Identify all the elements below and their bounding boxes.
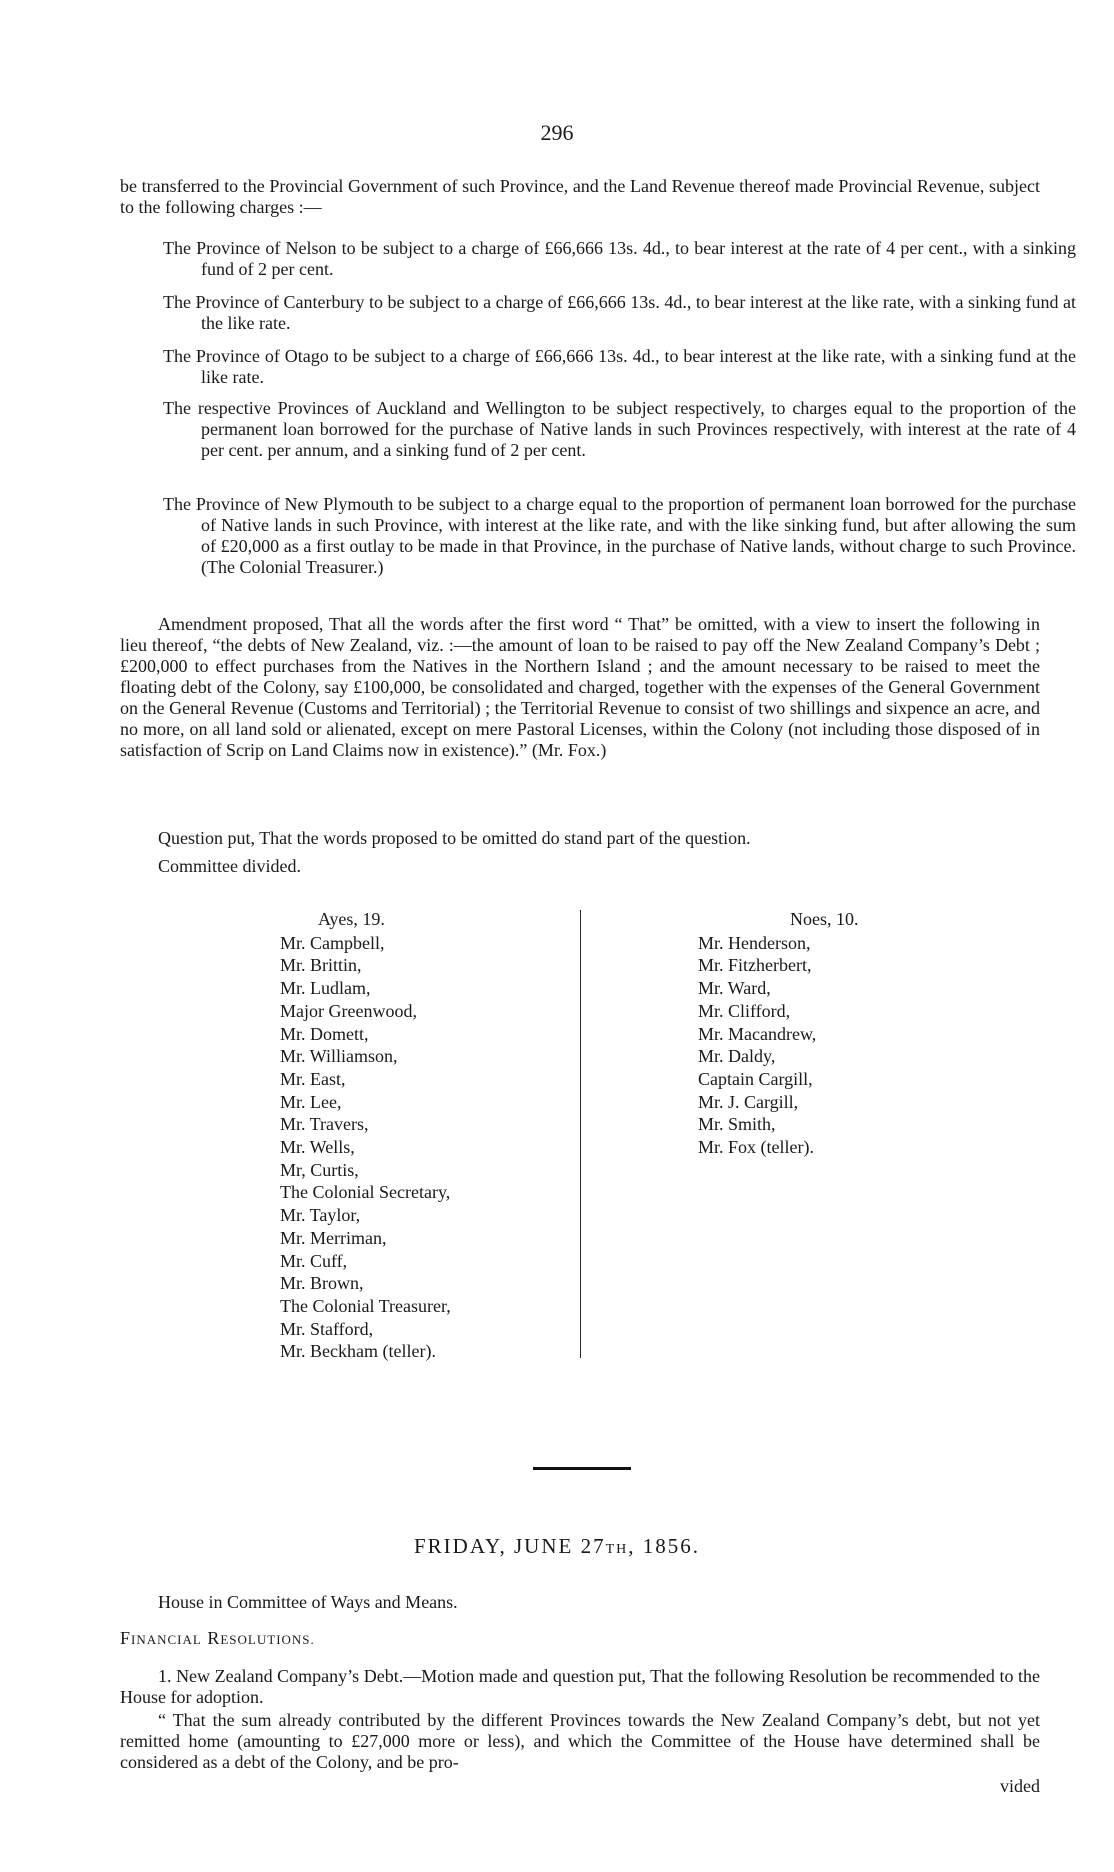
resolution-1: 1. New Zealand Company’s Debt.—Motion made and question put, That the following Resolution be recommended to the House for adoption. bbox=[120, 1666, 1040, 1707]
aye-name: Mr. Williamson, bbox=[280, 1046, 398, 1067]
catchword: vided bbox=[1000, 1776, 1040, 1796]
noe-name: Mr. Smith, bbox=[698, 1114, 776, 1135]
charge-auckland-wellington: The respective Provinces of Auckland and Wellington to be subject respectively, to charges equal to the proportion of the permanent loan borrowed for the purchase of Native lands in such Provinces respectively, with interest at the rate of 4 per cent. per annum, and a sinking fund of 2 per cent. bbox=[163, 398, 1076, 460]
aye-name: Mr, Curtis, bbox=[280, 1159, 359, 1180]
aye-name: Mr. Beckham (teller). bbox=[280, 1341, 436, 1362]
heading-rest-2: ESOLUTIONS. bbox=[220, 1632, 315, 1647]
aye-name: Mr. Brown, bbox=[280, 1273, 364, 1294]
house-in-committee: House in Committee of Ways and Means. bbox=[158, 1592, 458, 1612]
page-number: 296 bbox=[540, 120, 574, 145]
amendment-paragraph: Amendment proposed, That all the words after the first word “ That” be omitted, with a view to insert the following in lieu thereof, “the debts of New Zealand, viz. :—the amount of loan to be raised to pay off the New Zealand Company’s Debt ; £200,000 to effect purchases from the Natives in the Northern Island ; and the amount necessary to be raised to meet the floating debt of the Colony, say £100,000, be consolidated and charged, together with the expenses of the General Government on the General Revenue (Customs and Territorial) ; the Territorial Revenue to consist of two shillings and sixpence an acre, and no more, on all land sold or alienated, except on mere Pastoral Licenses, within the Colony (not including those disposed of in satisfaction of Scrip on Land Claims now in existence).” (Mr. Fox.) bbox=[120, 614, 1040, 760]
aye-name: Mr. Brittin, bbox=[280, 955, 362, 976]
aye-name: Mr. Campbell, bbox=[280, 932, 385, 953]
heading-rest-1: INANCIAL bbox=[131, 1632, 202, 1647]
noe-name: Mr. Macandrew, bbox=[698, 1023, 817, 1044]
date-suffix: TH bbox=[605, 1542, 629, 1557]
noe-name: Mr. Henderson, bbox=[698, 932, 811, 953]
aye-name: Mr. Stafford, bbox=[280, 1318, 374, 1339]
aye-name: Major Greenwood, bbox=[280, 1000, 417, 1021]
noes-heading: Noes, 10. bbox=[790, 909, 859, 929]
aye-name: Mr. Merriman, bbox=[280, 1227, 387, 1248]
aye-name: Mr. East, bbox=[280, 1068, 346, 1089]
aye-name: Mr. Lee, bbox=[280, 1091, 342, 1112]
noe-name: Mr. Fitzherbert, bbox=[698, 955, 812, 976]
noe-name: Captain Cargill, bbox=[698, 1068, 813, 1089]
division-divider bbox=[580, 910, 581, 1358]
question-put: Question put, That the words proposed to be omitted do stand part of the question. bbox=[158, 828, 751, 848]
charge-nelson: The Province of Nelson to be subject to a charge of £66,666 13s. 4d., to bear interest at the rate of 4 per cent., with a sinking fund of 2 per cent. bbox=[163, 238, 1076, 279]
committee-divided: Committee divided. bbox=[158, 856, 301, 876]
date-main: FRIDAY, JUNE 27 bbox=[413, 1534, 606, 1558]
charge-new-plymouth: The Province of New Plymouth to be subject to a charge equal to the proportion of permanent loan borrowed for the purchase of Native lands in such Province, with interest at the like rate, and with the like sinking fund, but after allowing the sum of £20,000 as a first outlay to be made in that Province, in the purchase of Native lands, without charge to such Province. (The Colonial Treasurer.) bbox=[163, 494, 1076, 577]
aye-name: Mr. Ludlam, bbox=[280, 978, 371, 999]
noe-name: Mr. Daldy, bbox=[698, 1046, 776, 1067]
charge-canterbury: The Province of Canterbury to be subject to a charge of £66,666 13s. 4d., to bear interest at the like rate, with a sinking fund at the like rate. bbox=[163, 292, 1076, 333]
heading-initial-f: F bbox=[120, 1628, 132, 1648]
aye-name: The Colonial Secretary, bbox=[280, 1182, 451, 1203]
noe-name: Mr. Clifford, bbox=[698, 1000, 791, 1021]
aye-name: Mr. Travers, bbox=[280, 1114, 369, 1135]
intro-paragraph: be transferred to the Provincial Government of such Province, and the Land Revenue thereof made Provincial Revenue, subject to the following charges :— bbox=[120, 176, 1040, 217]
resolution-quote: “ That the sum already contributed by the different Provinces towards the New Zealand Company’s debt, but not yet remitted home (amounting to £27,000 more or less), and which the Committee of the House have determined shall be considered as a debt of the Colony, and be pro- bbox=[120, 1710, 1040, 1772]
section-heading bbox=[120, 1628, 315, 1650]
ayes-column bbox=[280, 908, 451, 1363]
noes-column bbox=[698, 908, 859, 1159]
sitting-date bbox=[0, 1534, 1114, 1559]
charge-otago: The Province of Otago to be subject to a charge of £66,666 13s. 4d., to bear interest at the like rate, with a sinking fund at the like rate. bbox=[163, 346, 1076, 387]
heading-initial-r: R bbox=[207, 1628, 221, 1648]
aye-name: Mr. Cuff, bbox=[280, 1250, 348, 1271]
aye-name: Mr. Taylor, bbox=[280, 1205, 361, 1226]
noe-name: Mr. Fox (teller). bbox=[698, 1137, 814, 1158]
noe-name: Mr. Ward, bbox=[698, 978, 771, 999]
aye-name: The Colonial Treasurer, bbox=[280, 1295, 451, 1316]
ayes-heading: Ayes, 19. bbox=[318, 909, 385, 929]
date-year: , 1856. bbox=[628, 1534, 701, 1558]
aye-name: Mr. Wells, bbox=[280, 1137, 355, 1158]
aye-name: Mr. Domett, bbox=[280, 1023, 369, 1044]
noe-name: Mr. J. Cargill, bbox=[698, 1091, 799, 1112]
section-rule bbox=[533, 1467, 631, 1470]
